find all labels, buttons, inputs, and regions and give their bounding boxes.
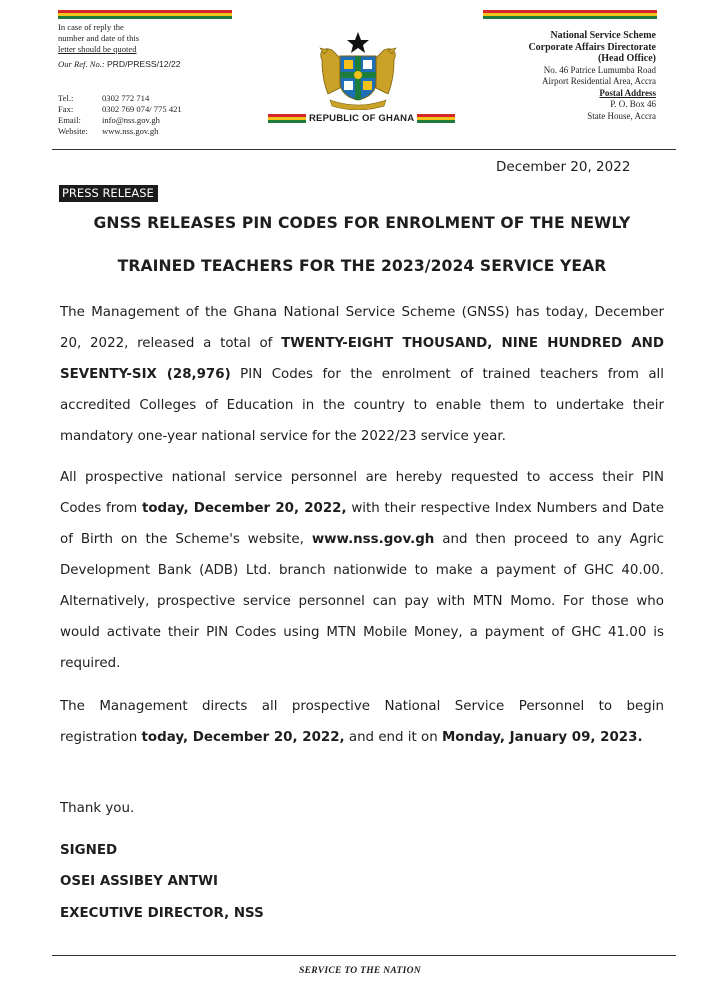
org-name: National Service Scheme — [550, 30, 656, 41]
paragraph-1 — [60, 297, 664, 452]
flag-stripe-right — [483, 10, 657, 19]
flag-stripe-small — [268, 114, 306, 123]
emblem-caption — [268, 113, 455, 124]
contact-label: Website: — [58, 126, 88, 136]
release-date: December 20, 2022 — [496, 159, 631, 175]
headline-line: GNSS RELEASES PIN CODES FOR ENROLMENT OF THE NEWLY — [93, 214, 631, 232]
reply-note-line: letter should be quoted — [58, 44, 137, 54]
text-line: Alternatively, prospective service personnel can pay with MTN Momo. For those who — [60, 594, 664, 609]
start-date: today, December 20, 2022, — [141, 730, 345, 745]
contact-value: info@nss.gov.gh — [102, 115, 160, 125]
text-line: 20, 2022, released a total of TWENTY-EIGHT THOUSAND, NINE HUNDRED AND — [60, 336, 664, 351]
contact-details — [58, 93, 182, 137]
paragraph-2 — [60, 462, 664, 679]
pin-total-figure: SEVENTY-SIX (28,976) — [60, 367, 231, 382]
postal-line: P. O. Box 46 — [610, 99, 656, 109]
start-date: today, December 20, 2022, — [141, 501, 347, 516]
contact-row — [58, 115, 182, 126]
organisation-address — [436, 30, 656, 122]
ghana-coat-of-arms-icon — [316, 30, 400, 110]
contact-label: Tel.: — [58, 93, 74, 103]
contact-label: Email: — [58, 115, 81, 125]
reply-note-line: In case of reply the — [58, 22, 124, 32]
republic-label: REPUBLIC OF GHANA — [309, 113, 415, 124]
text-line: required. — [60, 656, 121, 671]
contact-value: www.nss.gov.gh — [102, 126, 159, 136]
address-line: Airport Residential Area, Accra — [542, 76, 656, 86]
text-line: mandatory one-year national service for the 2022/23 service year. — [60, 429, 506, 444]
postal-heading: Postal Address — [599, 87, 656, 98]
headline-line: TRAINED TEACHERS FOR THE 2023/2024 SERVICE YEAR — [117, 257, 607, 275]
footer-motto: SERVICE TO THE NATION — [299, 966, 421, 976]
press-release-tag: PRESS RELEASE — [59, 185, 158, 202]
contact-row — [58, 104, 182, 115]
text-line: would activate their PIN Codes using MTN Mobile Money, a payment of GHC 41.00 is — [60, 625, 664, 640]
paragraph-3 — [60, 691, 664, 753]
flag-stripe-left — [58, 10, 232, 19]
text-line: of Birth on the Scheme's website, www.nss.gov.gh and then proceed to any Agric — [60, 532, 664, 547]
reference-label: Our Ref. No.: — [58, 59, 105, 69]
text-line: All prospective national service personnel are hereby requested to access their PIN — [60, 470, 664, 485]
reply-note-block — [58, 22, 238, 70]
header-divider — [52, 149, 676, 150]
contact-label: Fax: — [58, 104, 74, 114]
contact-value: 0302 772 714 — [102, 93, 150, 103]
end-date: Monday, January 09, 2023. — [441, 730, 643, 745]
text-line: Development Bank (ADB) Ltd. branch nationwide to make a payment of GHC 40.00. — [60, 563, 664, 578]
website-link[interactable]: www.nss.gov.gh — [311, 532, 435, 547]
contact-value: 0302 769 074/ 775 421 — [102, 104, 182, 114]
text-line: The Management of the Ghana National Service Scheme (GNSS) has today, December — [60, 305, 664, 320]
pin-total-words: TWENTY-EIGHT THOUSAND, NINE HUNDRED AND — [281, 336, 664, 351]
text-line: The Management directs all prospective National Service Personnel to begin — [60, 699, 664, 714]
thank-you: Thank you. — [60, 801, 135, 816]
reference-value: PRD/PRESS/12/22 — [106, 59, 181, 69]
text-line: Codes from today, December 20, 2022, with their respective Index Numbers and Date — [60, 501, 664, 516]
signed-label: SIGNED — [60, 843, 118, 858]
contact-row — [58, 93, 182, 104]
reply-note-line: number and date of this — [58, 33, 140, 43]
signatory-position: EXECUTIVE DIRECTOR, NSS — [60, 906, 264, 921]
contact-row — [58, 126, 182, 137]
address-line: No. 46 Patrice Lumumba Road — [543, 64, 656, 75]
office-name: (Head Office) — [597, 53, 656, 64]
footer-divider — [52, 955, 676, 956]
text-line: registration today, December 20, 2022, and end it on Monday, January 09, 2023. — [60, 730, 643, 745]
reference-number — [58, 59, 238, 70]
signatory-name: OSEI ASSIBEY ANTWI — [60, 874, 219, 889]
text-line: accredited Colleges of Education in the country to enable them to undertake their — [60, 398, 664, 413]
text-line: SEVENTY-SIX (28,976) PIN Codes for the enrolment of trained teachers from all — [60, 367, 664, 382]
directorate-name: Corporate Affairs Directorate — [528, 41, 656, 53]
postal-line: State House, Accra — [587, 110, 656, 121]
